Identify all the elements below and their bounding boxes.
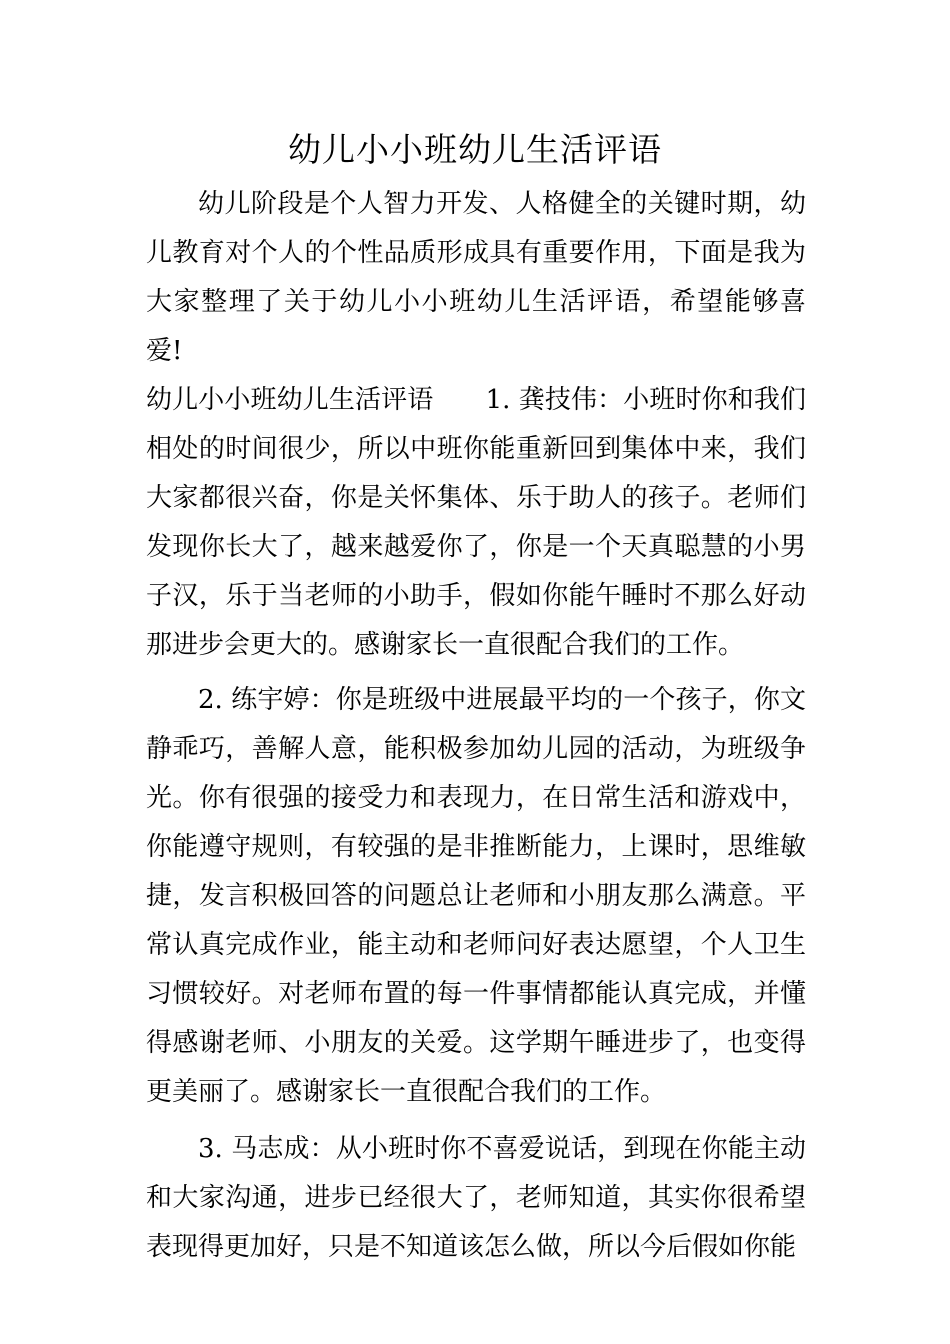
document-body <box>146 180 806 1272</box>
intro-paragraph: 幼儿阶段是个人智力开发、人格健全的关键时期，幼儿教育对个人的个性品质形成具有重要作用，下面是我为大家整理了关于幼儿小小班幼儿生活评语，希望能够喜爱! <box>146 189 806 366</box>
comment-paragraph-2: 2. 练宇婷：你是班级中进展最平均的一个孩子，你文静乖巧，善解人意，能积极参加幼儿园的活动，为班级争光。你有很强的接受力和表现力，在日常生活和游戏中，你能遵守规则，有较强的是非推断能力，上课时，思维敏捷，发言积极回答的问题总让老师和小朋友那么满意。平常认真完成作业，能主动和老师问好表达愿望，个人卫生习惯较好。对老师布置的每一件事情都能认真完成，并懂得感谢老师、小朋友的关爱。这学期午睡进步了，也变得更美丽了。感谢家长一直很配合我们的工作。 <box>146 685 806 1107</box>
comment-paragraph-1: 幼儿小小班幼儿生活评语 1. 龚技伟：小班时你和我们相处的时间很少，所以中班你能重新回到集体中来，我们大家都很兴奋，你是关怀集体、乐于助人的孩子。老师们发现你长大了，越来越爱你了，你是一个天真聪慧的小男子汉，乐于当老师的小助手，假如你能午睡时不那么好动那进步会更大的。感谢家长一直很配合我们的工作。 <box>146 385 806 660</box>
comment-paragraph-3: 3. 马志成：从小班时你不喜爱说话，到现在你能主动和大家沟通，进步已经很大了，老师知道，其实你很希望表现得更加好，只是不知道该怎么做，所以今后假如你能 <box>146 1134 806 1262</box>
document-title: 幼儿小小班幼儿生活评语 <box>288 130 662 169</box>
